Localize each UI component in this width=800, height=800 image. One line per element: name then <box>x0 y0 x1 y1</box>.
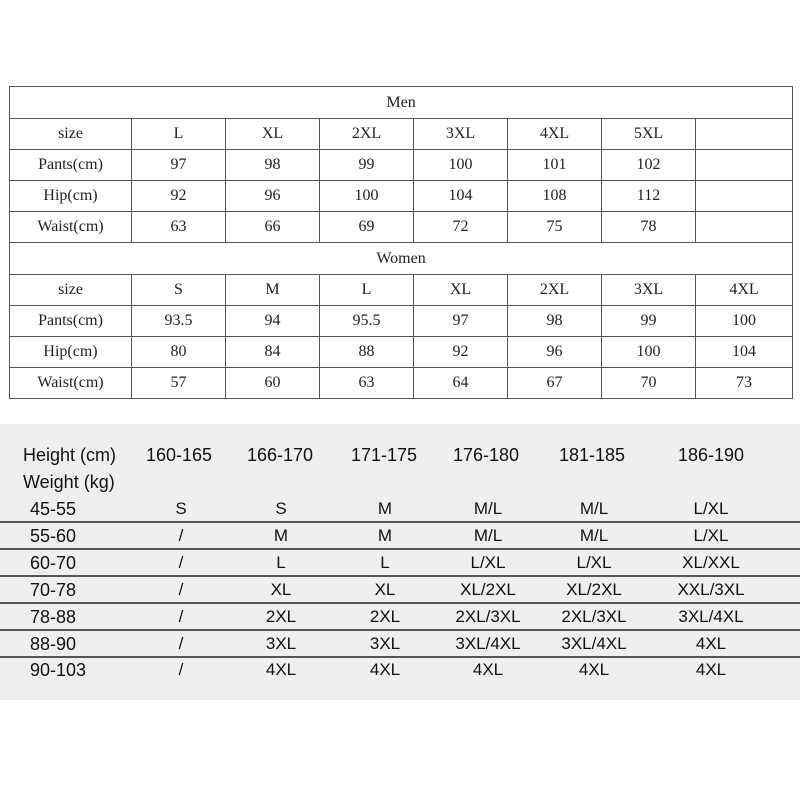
table-cell: 3XL <box>602 275 696 306</box>
table-cell: 101 <box>508 150 602 181</box>
table-cell: 100 <box>696 306 793 337</box>
women-waist-row <box>10 368 793 399</box>
table-cell: 5XL <box>602 119 696 150</box>
table-cell: L <box>320 275 414 306</box>
table-cell: 73 <box>696 368 793 399</box>
table-cell: 94 <box>226 306 320 337</box>
table-cell: / <box>178 553 184 572</box>
table-cell: 70 <box>602 368 696 399</box>
women-section-title: Women <box>10 243 793 275</box>
table-cell: M/L <box>579 526 609 545</box>
weight-range: 88-90 <box>30 634 77 654</box>
table-cell: 3XL <box>369 634 401 653</box>
table-cell: 97 <box>414 306 508 337</box>
men-waist-row <box>10 212 793 243</box>
table-cell: 98 <box>226 150 320 181</box>
table-cell: L/XL <box>470 553 506 572</box>
men-pants-row <box>10 150 793 181</box>
table-cell: XL <box>226 119 320 150</box>
height-range: 171-175 <box>350 445 418 465</box>
table-cell: 100 <box>320 181 414 212</box>
table-cell: 3XL/4XL <box>561 634 627 653</box>
table-cell: 104 <box>414 181 508 212</box>
height-range: 166-170 <box>246 445 314 465</box>
table-cell: 66 <box>226 212 320 243</box>
table-cell: 3XL <box>414 119 508 150</box>
weight-range: 78-88 <box>30 607 77 627</box>
table-cell: 92 <box>132 181 226 212</box>
table-cell: M/L <box>473 526 503 545</box>
table-cell: 63 <box>132 212 226 243</box>
table-cell: 3XL/4XL <box>455 634 521 653</box>
table-cell: M <box>377 526 393 545</box>
table-cell: / <box>178 634 184 653</box>
height-weight-size-guide <box>0 424 800 700</box>
table-cell: M/L <box>473 499 503 518</box>
table-cell: XL <box>414 275 508 306</box>
table-cell: 4XL <box>695 660 727 679</box>
men-size-row <box>10 119 793 150</box>
table-cell: XXL/3XL <box>677 580 745 599</box>
table-cell: M/L <box>579 499 609 518</box>
table-cell: L/XL <box>693 499 729 518</box>
table-cell: 4XL <box>578 660 610 679</box>
height-range: 181-185 <box>558 445 626 465</box>
table-cell: 2XL/3XL <box>455 607 521 626</box>
table-cell: 95.5 <box>320 306 414 337</box>
table-cell: 96 <box>226 181 320 212</box>
table-row <box>0 632 800 658</box>
height-header-row <box>0 443 800 469</box>
table-cell: 72 <box>414 212 508 243</box>
women-title-row <box>10 243 793 275</box>
table-cell: / <box>178 580 184 599</box>
table-cell: XL <box>270 580 292 599</box>
table-cell: 75 <box>508 212 602 243</box>
table-cell: L <box>276 553 286 572</box>
empty-cell <box>696 119 793 150</box>
table-cell: S <box>175 499 187 518</box>
table-cell: 97 <box>132 150 226 181</box>
table-cell: L/XL <box>693 526 729 545</box>
table-cell: 99 <box>602 306 696 337</box>
weight-header-row <box>0 470 800 496</box>
table-cell: 112 <box>602 181 696 212</box>
women-pants-row <box>10 306 793 337</box>
table-cell: 99 <box>320 150 414 181</box>
men-section-title: Men <box>10 87 793 119</box>
table-cell: / <box>178 660 184 679</box>
table-cell: 2XL <box>369 607 401 626</box>
row-label: Hip(cm) <box>10 337 132 368</box>
table-cell: / <box>178 526 184 545</box>
height-label: Height (cm) <box>23 445 117 465</box>
table-cell: 3XL/4XL <box>678 607 744 626</box>
row-label: Waist(cm) <box>10 212 132 243</box>
women-hip-row <box>10 337 793 368</box>
empty-cell <box>696 212 793 243</box>
table-row <box>0 551 800 577</box>
height-range: 176-180 <box>452 445 520 465</box>
table-cell: 80 <box>132 337 226 368</box>
table-cell: 108 <box>508 181 602 212</box>
table-cell: 102 <box>602 150 696 181</box>
table-row <box>0 578 800 604</box>
table-cell: 2XL <box>508 275 602 306</box>
table-cell: 63 <box>320 368 414 399</box>
table-row <box>0 524 800 550</box>
table-row <box>0 497 800 523</box>
table-row <box>0 658 800 684</box>
table-cell: 4XL <box>369 660 401 679</box>
row-label: Waist(cm) <box>10 368 132 399</box>
table-cell: 3XL <box>265 634 297 653</box>
weight-label: Weight (kg) <box>23 472 115 492</box>
table-cell: 96 <box>508 337 602 368</box>
row-label: Pants(cm) <box>10 306 132 337</box>
table-cell: L <box>380 553 390 572</box>
table-cell: / <box>178 607 184 626</box>
men-title-row <box>10 87 793 119</box>
height-range: 186-190 <box>677 445 745 465</box>
table-cell: 84 <box>226 337 320 368</box>
women-size-row <box>10 275 793 306</box>
table-cell: XL/XXL <box>682 553 740 572</box>
size-header-cell: size <box>10 275 132 306</box>
row-label: Pants(cm) <box>10 150 132 181</box>
weight-range: 45-55 <box>30 499 77 519</box>
table-cell: 98 <box>508 306 602 337</box>
table-cell: 4XL <box>508 119 602 150</box>
table-cell: M <box>226 275 320 306</box>
size-header-cell: size <box>10 119 132 150</box>
table-cell: 93.5 <box>132 306 226 337</box>
table-cell: 4XL <box>696 275 793 306</box>
table-cell: XL/2XL <box>460 580 516 599</box>
table-cell: 57 <box>132 368 226 399</box>
table-cell: S <box>132 275 226 306</box>
table-cell: XL/2XL <box>566 580 622 599</box>
table-cell: 104 <box>696 337 793 368</box>
table-cell: 64 <box>414 368 508 399</box>
table-cell: M <box>273 526 289 545</box>
table-row <box>0 605 800 631</box>
empty-cell <box>696 150 793 181</box>
table-cell: M <box>377 499 393 518</box>
table-cell: 4XL <box>695 634 727 653</box>
table-cell: XL <box>374 580 396 599</box>
table-cell: S <box>275 499 287 518</box>
men-hip-row <box>10 181 793 212</box>
weight-range: 60-70 <box>30 553 77 573</box>
table-cell: 100 <box>602 337 696 368</box>
table-cell: 2XL <box>320 119 414 150</box>
height-range: 160-165 <box>145 445 213 465</box>
table-cell: 4XL <box>472 660 504 679</box>
table-cell: L/XL <box>576 553 612 572</box>
weight-range: 90-103 <box>30 660 87 680</box>
table-cell: L <box>132 119 226 150</box>
weight-range: 55-60 <box>30 526 77 546</box>
measurement-table <box>9 86 793 399</box>
weight-range: 70-78 <box>30 580 77 600</box>
empty-cell <box>696 181 793 212</box>
table-cell: 67 <box>508 368 602 399</box>
table-cell: 2XL <box>265 607 297 626</box>
table-cell: 4XL <box>265 660 297 679</box>
table-cell: 88 <box>320 337 414 368</box>
table-cell: 92 <box>414 337 508 368</box>
table-cell: 2XL/3XL <box>561 607 627 626</box>
table-cell: 78 <box>602 212 696 243</box>
table-cell: 69 <box>320 212 414 243</box>
table-cell: 100 <box>414 150 508 181</box>
row-label: Hip(cm) <box>10 181 132 212</box>
table-cell: 60 <box>226 368 320 399</box>
